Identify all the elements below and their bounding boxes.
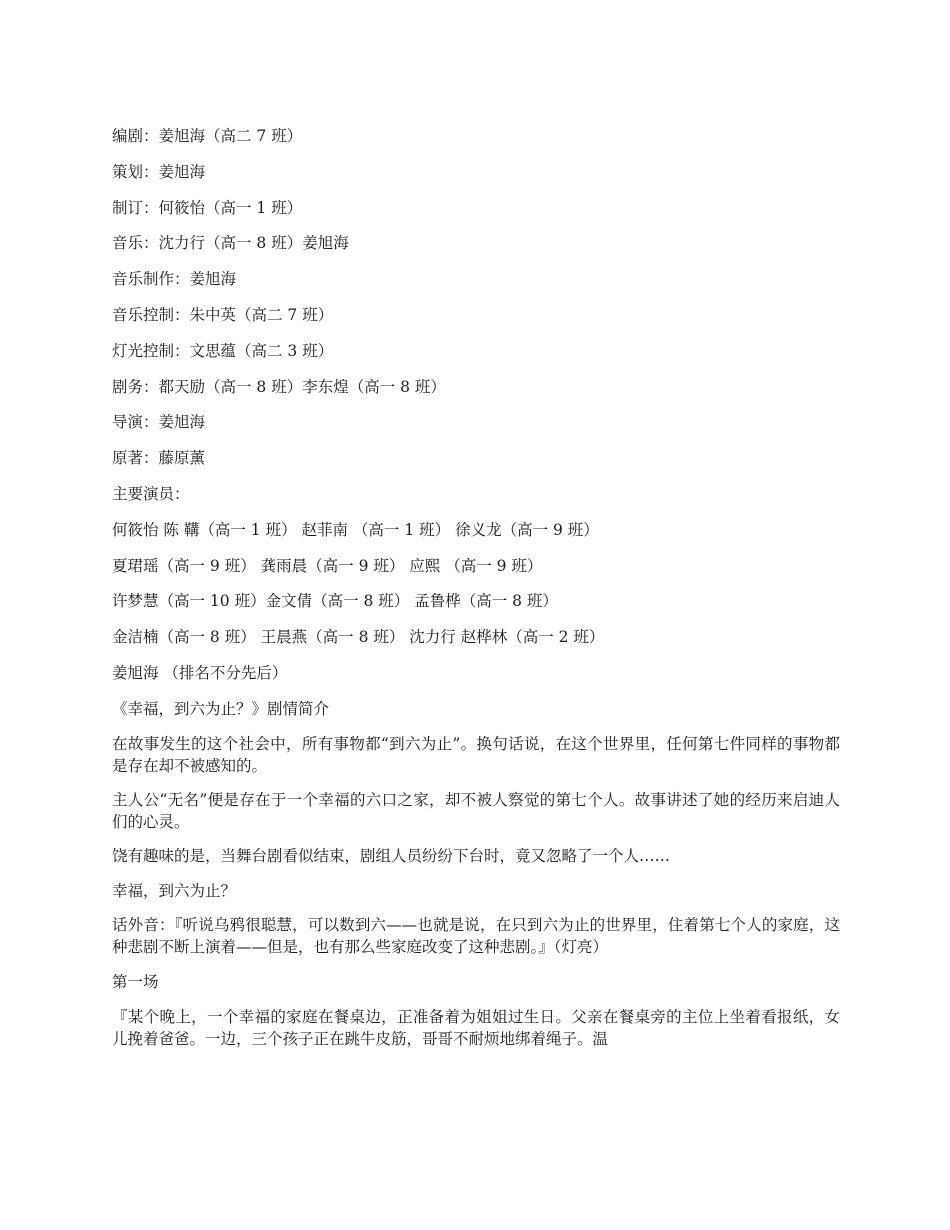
credit-screenwriter: 编剧：姜旭海（高二 7 班） [112, 127, 303, 145]
synopsis-paragraph: 主人公“无名”便是存在于一个幸福的六口之家，却不被人察觉的第七个人。故事讲述了她的经历来启迪人们的心灵。 [112, 790, 840, 831]
credit-planner: 策划：姜旭海 [112, 162, 206, 181]
credit-original-author: 原著：藤原薰 [112, 449, 206, 468]
scene-paragraph: 『某个晚上，一个幸福的家庭在餐桌边，正准备着为姐姐过生日。父亲在餐桌旁的主位上坐着看报纸，女儿挽着爸爸。一边，三个孩子正在跳牛皮筋，哥哥不耐烦地绑着绳子。温 [112, 1008, 840, 1049]
cast-heading: 主要演员： [112, 484, 190, 503]
scene-title: 第一场 [112, 973, 159, 992]
cast-line: 姜旭海 （排名不分先后） [112, 663, 288, 682]
credit-music-production: 音乐制作：姜旭海 [112, 270, 237, 289]
credit-director: 导演：姜旭海 [112, 413, 206, 432]
cast-line: 金洁楠（高一 8 班） 王晨燕（高一 8 班） 沈力行 赵桦林（高一 2 班） [112, 628, 605, 647]
credit-music: 音乐：沈力行（高一 8 班）姜旭海 [112, 234, 349, 253]
cast-line: 何筱怡 陈 鞲（高一 1 班） 赵菲南 （高一 1 班） 徐义龙（高一 9 班） [112, 520, 599, 539]
cast-line: 许梦慧（高一 10 班）金文倩（高一 8 班） 孟鲁桦（高一 8 班） [112, 592, 558, 611]
synopsis-title: 《幸福，到六为止？》剧情简介 [112, 699, 330, 718]
cast-line: 夏珺瑶（高一 9 班） 龚雨晨（高一 9 班） 应熙 （高一 9 班） [112, 556, 543, 575]
credit-editor: 制订：何筱怡（高一 1 班） [112, 198, 303, 217]
credit-music-control: 音乐控制：朱中英（高二 7 班） [112, 305, 334, 324]
synopsis-paragraph: 在故事发生的这个社会中，所有事物都“到六为止”。换句话说，在这个世界里，任何第七件同样的事物都是存在却不被感知的。 [112, 734, 840, 775]
voiceover-paragraph: 话外音：『听说乌鸦很聪慧，可以数到六——也就是说，在只到六为止的世界里，住着第七个人的家庭，这种悲剧不断上演着——但是，也有那么些家庭改变了这种悲剧。』（灯亮） [112, 916, 840, 957]
credit-stage-affairs: 剧务：都天励（高一 8 班）李东煌（高一 8 班） [112, 377, 446, 396]
document-page [112, 124, 840, 1062]
play-title: 幸福，到六为止？ [112, 881, 237, 900]
synopsis-paragraph: 饶有趣味的是，当舞台剧看似结束，剧组人员纷纷下台时，竟又忽略了一个人…… [112, 846, 671, 865]
credit-lighting-control: 灯光控制：文思蕴（高二 3 班） [112, 341, 334, 360]
